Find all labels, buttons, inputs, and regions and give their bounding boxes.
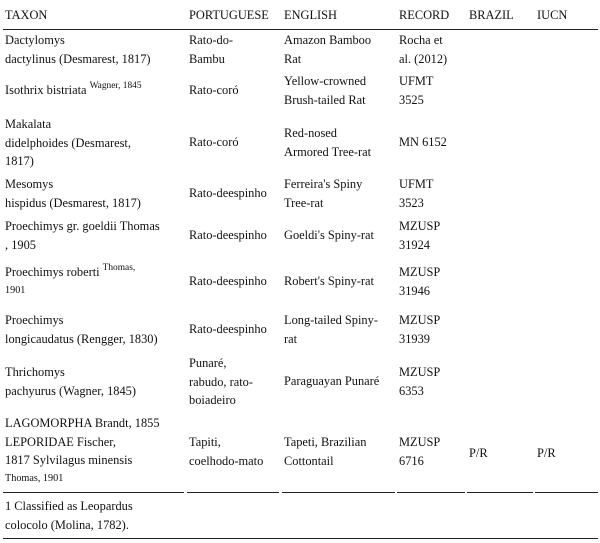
table-header: [0, 0, 600, 31]
table-row: [0, 175, 600, 213]
record-cell: UFMT 3523: [399, 177, 434, 210]
english-cell: Amazon Bamboo Rat: [284, 33, 372, 66]
portuguese-cell: Rato-deespinho: [189, 274, 267, 288]
record-cell: MZUSP 6353: [399, 365, 441, 398]
header-rule: [3, 29, 598, 30]
english-cell: Paraguayan Punaré: [284, 374, 380, 388]
portuguese-cell: Rato-do- Bambu: [189, 33, 234, 66]
english-cell: Tapeti, Brazilian Cottontail: [284, 435, 367, 468]
table-bottom-rule: [282, 492, 395, 493]
record-cell: UFMT 3525: [399, 74, 434, 107]
table-row: [0, 263, 600, 301]
table-row: [0, 217, 600, 255]
taxon-cell: LAGOMORPHA Brandt, 1855 LEPORIDAE Fischer, 1817 Sylvilagus minensis Thomas, 1901: [5, 416, 160, 484]
record-cell: MN 6152: [399, 135, 447, 149]
record-cell: MZUSP 6716: [399, 435, 441, 468]
header-portuguese: PORTUGUESE: [189, 8, 269, 22]
table-bottom-rule: [467, 492, 533, 493]
portuguese-cell: Rato-coró: [189, 83, 239, 97]
table-bottom-rule: [535, 492, 598, 493]
taxon-cell: Proechimys longicaudatus (Rengger, 1830): [5, 313, 158, 346]
table-row: [0, 31, 600, 67]
taxon-cell: Isothrix bistriata $^{Wagner, 1845}$: [5, 81, 142, 97]
header-iucn: IUCN: [537, 8, 568, 22]
table-row: [0, 354, 600, 410]
table-bottom-rule: [397, 492, 465, 493]
portuguese-cell: Rato-coró: [189, 135, 239, 149]
table-row: [0, 115, 600, 171]
taxon-cell: Proechimys roberti $^{Thomas,}$ 1901: [5, 263, 136, 296]
english-cell: Goeldi's Spiny-rat: [284, 228, 374, 242]
table-row: [0, 72, 600, 110]
taxon-cell: Proechimys gr. goeldii Thomas , 1905: [5, 219, 160, 252]
portuguese-cell: Rato-deespinho: [189, 322, 267, 336]
portuguese-cell: Rato-deespinho: [189, 228, 267, 242]
brazil-status-cell: P/R: [469, 446, 488, 460]
header-english: ENGLISH: [284, 8, 337, 22]
english-cell: Robert's Spiny-rat: [284, 274, 374, 288]
header-taxon: TAXON: [5, 8, 48, 22]
iucn-status-cell: P/R: [537, 446, 556, 460]
english-cell: Ferreira's Spiny Tree-rat: [284, 177, 363, 210]
footnote: 1 Classified as Leopardus colocolo (Molina, 1782).: [5, 499, 133, 532]
taxon-cell: Mesomys hispidus (Desmarest, 1817): [5, 177, 141, 210]
table-bottom-rule: [3, 492, 184, 493]
table-row: [0, 414, 600, 492]
taxon-cell: Dactylomys dactylinus (Desmarest, 1817): [5, 33, 151, 66]
record-cell: MZUSP 31939: [399, 313, 441, 346]
header-brazil: BRAZIL: [469, 8, 514, 22]
portuguese-cell: Rato-deespinho: [189, 186, 267, 200]
portuguese-cell: Tapiti, coelhodo-mato: [189, 435, 264, 468]
record-cell: Rocha et al. (2012): [399, 33, 448, 66]
header-record: RECORD: [399, 8, 450, 22]
footnote-rule: [3, 538, 598, 539]
taxon-cell: Makalata didelphoides (Desmarest, 1817): [5, 117, 131, 168]
record-cell: MZUSP 31924: [399, 219, 441, 252]
taxon-cell: Thrichomys pachyurus (Wagner, 1845): [5, 365, 136, 398]
english-cell: Red-nosed Armored Tree-rat: [284, 126, 372, 159]
english-cell: Yellow-crowned Brush-tailed Rat: [284, 74, 367, 107]
table-bottom-rule: [187, 492, 279, 493]
english-cell: Long-tailed Spiny- rat: [284, 313, 378, 346]
portuguese-cell: Punaré, rabudo, rato- boiadeiro: [189, 356, 253, 407]
table-row: [0, 311, 600, 349]
record-cell: MZUSP 31946: [399, 265, 441, 298]
